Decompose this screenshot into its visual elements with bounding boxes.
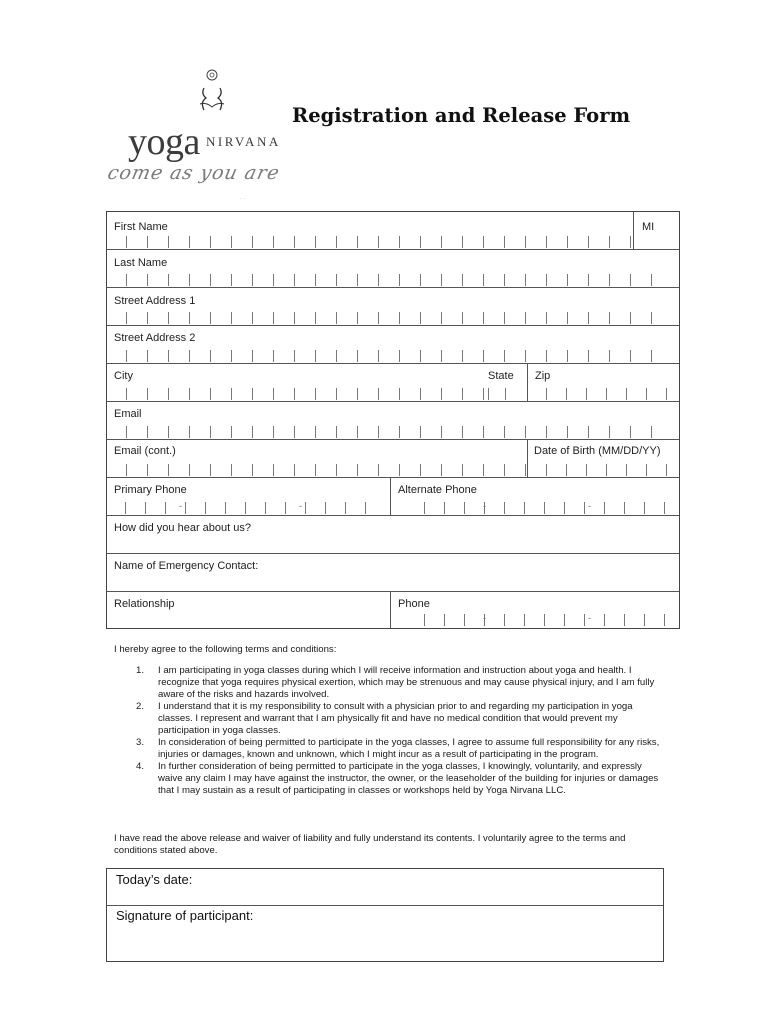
acknowledgement-text: I have read the above release and waiver of liability and fully understand its contents. I voluntarily agree to the terms and conditions stated above. <box>114 833 626 856</box>
zip-label: Zip <box>535 370 551 382</box>
char-box-divider <box>544 502 545 514</box>
char-box-divider <box>546 312 547 324</box>
char-box-divider <box>464 502 465 514</box>
char-box-divider <box>441 312 442 324</box>
city-label: City <box>114 370 133 382</box>
char-box-divider <box>626 388 627 400</box>
char-box-divider <box>205 502 206 514</box>
char-box-divider <box>189 312 190 324</box>
char-box-divider <box>231 274 232 286</box>
char-box-divider <box>420 426 421 438</box>
char-box-divider <box>504 312 505 324</box>
char-box-divider <box>564 614 565 626</box>
char-box-divider <box>210 236 211 248</box>
char-box-divider <box>252 388 253 400</box>
char-box-divider <box>504 464 505 476</box>
row-email-cont <box>107 440 679 478</box>
char-box-divider <box>325 502 326 514</box>
char-box-divider <box>630 312 631 324</box>
char-box-divider <box>504 236 505 248</box>
char-box-divider <box>420 312 421 324</box>
char-box-divider <box>624 614 625 626</box>
char-box-divider <box>566 464 567 476</box>
char-box-divider <box>666 388 667 400</box>
char-box-divider <box>285 502 286 514</box>
char-box-divider <box>646 388 647 400</box>
char-box-divider <box>315 350 316 362</box>
char-box-divider <box>546 236 547 248</box>
char-box-divider <box>483 312 484 324</box>
char-box-divider <box>357 274 358 286</box>
char-box-divider <box>265 502 266 514</box>
char-box-divider <box>357 388 358 400</box>
char-box-divider <box>378 236 379 248</box>
signature-label: Signature of participant: <box>116 908 254 923</box>
char-box-divider <box>586 464 587 476</box>
char-box-divider <box>525 312 526 324</box>
char-box-divider <box>126 312 127 324</box>
char-box-divider <box>252 274 253 286</box>
char-box-divider <box>273 350 274 362</box>
hear-about-label: How did you hear about us? <box>114 522 251 534</box>
last-name-field[interactable] <box>107 250 679 287</box>
char-box-divider <box>378 350 379 362</box>
char-box-divider <box>147 426 148 438</box>
char-box-divider <box>441 274 442 286</box>
row-city-state-zip <box>107 364 679 402</box>
char-box-divider <box>294 426 295 438</box>
char-box-divider <box>168 274 169 286</box>
char-box-divider <box>147 350 148 362</box>
char-box-divider <box>525 350 526 362</box>
char-box-divider <box>378 274 379 286</box>
char-box-divider <box>606 388 607 400</box>
char-box-divider <box>315 388 316 400</box>
phone-field[interactable] <box>390 592 679 628</box>
char-box-divider <box>504 274 505 286</box>
row-first-name <box>107 212 679 250</box>
char-box-divider <box>646 464 647 476</box>
char-box-divider <box>564 502 565 514</box>
char-box-divider <box>294 236 295 248</box>
char-box-divider <box>273 312 274 324</box>
char-box-divider <box>651 426 652 438</box>
char-box-divider <box>294 350 295 362</box>
char-box-divider <box>441 350 442 362</box>
primary-phone-dash-1: - <box>179 501 182 511</box>
char-box-divider <box>336 426 337 438</box>
char-box-divider <box>168 312 169 324</box>
terms-item-number: 3. <box>136 737 145 748</box>
char-box-divider <box>399 388 400 400</box>
char-box-divider <box>504 350 505 362</box>
char-box-divider <box>365 502 366 514</box>
char-box-divider <box>189 274 190 286</box>
row-last-name <box>107 250 679 288</box>
char-box-divider <box>378 388 379 400</box>
email-field[interactable] <box>107 402 679 439</box>
char-box-divider <box>546 388 547 400</box>
relationship-field[interactable] <box>107 592 390 628</box>
char-box-divider <box>630 350 631 362</box>
char-box-divider <box>189 388 190 400</box>
char-box-divider <box>399 350 400 362</box>
char-box-divider <box>588 350 589 362</box>
char-box-divider <box>336 464 337 476</box>
char-box-divider <box>126 464 127 476</box>
char-box-divider <box>651 274 652 286</box>
char-box-divider <box>336 312 337 324</box>
char-box-divider <box>584 614 585 626</box>
char-box-divider <box>566 388 567 400</box>
char-box-divider <box>168 426 169 438</box>
char-box-divider <box>588 426 589 438</box>
char-box-divider <box>609 350 610 362</box>
char-box-divider <box>444 502 445 514</box>
char-box-divider <box>441 236 442 248</box>
char-box-divider <box>225 502 226 514</box>
phone-dash-2: - <box>588 613 591 623</box>
char-box-divider <box>483 274 484 286</box>
phone-label: Phone <box>398 598 430 610</box>
primary-phone-field[interactable] <box>107 478 390 515</box>
zip-field[interactable] <box>527 364 679 401</box>
char-box-divider <box>399 236 400 248</box>
char-box-divider <box>357 312 358 324</box>
char-box-divider <box>525 274 526 286</box>
char-box-divider <box>345 502 346 514</box>
char-box-divider <box>147 274 148 286</box>
char-box-divider <box>294 464 295 476</box>
char-box-divider <box>378 426 379 438</box>
char-box-divider <box>626 464 627 476</box>
char-box-divider <box>126 236 127 248</box>
char-box-divider <box>305 502 306 514</box>
emergency-contact-field[interactable] <box>107 554 679 591</box>
primary-phone-label: Primary Phone <box>114 484 187 496</box>
char-box-divider <box>504 426 505 438</box>
char-box-divider <box>644 502 645 514</box>
char-box-divider <box>315 464 316 476</box>
char-box-divider <box>126 426 127 438</box>
char-box-divider <box>231 312 232 324</box>
char-box-divider <box>630 426 631 438</box>
char-box-divider <box>567 426 568 438</box>
char-box-divider <box>399 464 400 476</box>
char-box-divider <box>524 502 525 514</box>
char-box-divider <box>189 350 190 362</box>
char-box-divider <box>185 502 186 514</box>
page-title: Registration and Release Form <box>292 104 631 127</box>
char-box-divider <box>609 312 610 324</box>
state-label: State <box>488 370 514 382</box>
char-box-divider <box>126 388 127 400</box>
char-box-divider <box>147 312 148 324</box>
char-box-divider <box>273 388 274 400</box>
char-box-divider <box>483 236 484 248</box>
char-box-divider <box>544 614 545 626</box>
char-box-divider <box>462 388 463 400</box>
char-box-divider <box>588 236 589 248</box>
char-box-divider <box>584 502 585 514</box>
char-box-divider <box>441 426 442 438</box>
char-box-divider <box>462 274 463 286</box>
mi-field[interactable] <box>633 212 679 249</box>
char-box-divider <box>147 388 148 400</box>
todays-date-field[interactable] <box>107 869 663 906</box>
char-box-divider <box>294 274 295 286</box>
todays-date-label: Today’s date: <box>116 872 193 887</box>
char-box-divider <box>444 614 445 626</box>
terms-item-text: In consideration of being permitted to participate in the yoga classes, I agree to assume full responsibility for any risks, injuries or damages, known and unknown, which I might incur as a result of participating in the program. <box>158 737 660 760</box>
char-box-divider <box>630 274 631 286</box>
row-emergency-contact <box>107 554 679 592</box>
char-box-divider <box>604 614 605 626</box>
char-box-divider <box>210 426 211 438</box>
char-box-divider <box>252 426 253 438</box>
dob-field[interactable] <box>527 440 679 477</box>
char-box-divider <box>441 464 442 476</box>
char-box-divider <box>609 426 610 438</box>
terms-item <box>126 761 666 797</box>
char-box-divider <box>231 236 232 248</box>
char-box-divider <box>420 350 421 362</box>
char-box-divider <box>378 464 379 476</box>
char-box-divider <box>231 350 232 362</box>
primary-phone-dash-2: - <box>299 501 302 511</box>
char-box-divider <box>145 502 146 514</box>
char-box-divider <box>189 426 190 438</box>
char-box-divider <box>357 426 358 438</box>
alternate-phone-dash-2: - <box>588 501 591 511</box>
char-box-divider <box>357 236 358 248</box>
char-box-divider <box>483 426 484 438</box>
char-box-divider <box>125 502 126 514</box>
yoga-nirvana-logo <box>100 66 310 206</box>
char-box-divider <box>462 350 463 362</box>
char-box-divider <box>245 502 246 514</box>
terms-item <box>126 665 666 701</box>
char-box-divider <box>604 502 605 514</box>
char-box-divider <box>210 274 211 286</box>
char-box-divider <box>525 464 526 476</box>
emergency-contact-label: Name of Emergency Contact: <box>114 560 259 572</box>
phone-dash-1: - <box>483 613 486 623</box>
logo-tagline: come as you are <box>105 162 282 184</box>
char-box-divider <box>488 388 489 400</box>
row-street2 <box>107 326 679 364</box>
terms-intro: I hereby agree to the following terms and conditions: <box>114 644 337 655</box>
char-box-divider <box>399 274 400 286</box>
char-box-divider <box>462 236 463 248</box>
char-box-divider <box>567 236 568 248</box>
char-box-divider <box>420 274 421 286</box>
char-box-divider <box>464 614 465 626</box>
char-box-divider <box>546 426 547 438</box>
char-box-divider <box>651 350 652 362</box>
char-box-divider <box>420 464 421 476</box>
char-box-divider <box>315 274 316 286</box>
row-phones <box>107 478 679 516</box>
char-box-divider <box>336 274 337 286</box>
char-box-divider <box>462 426 463 438</box>
char-box-divider <box>336 236 337 248</box>
char-box-divider <box>315 236 316 248</box>
row-email <box>107 402 679 440</box>
char-box-divider <box>147 236 148 248</box>
signature-field[interactable] <box>107 905 663 961</box>
char-box-divider <box>252 464 253 476</box>
char-box-divider <box>424 502 425 514</box>
char-box-divider <box>525 426 526 438</box>
char-box-divider <box>168 388 169 400</box>
char-box-divider <box>483 464 484 476</box>
char-box-divider <box>294 312 295 324</box>
char-box-divider <box>462 312 463 324</box>
char-box-divider <box>567 350 568 362</box>
char-box-divider <box>546 274 547 286</box>
char-box-divider <box>315 426 316 438</box>
char-box-divider <box>588 274 589 286</box>
char-box-divider <box>168 464 169 476</box>
char-box-divider <box>210 464 211 476</box>
char-box-divider <box>505 388 506 400</box>
char-box-divider <box>189 464 190 476</box>
logo-brand: NIRVANA <box>206 134 281 149</box>
first-name-label: First Name <box>114 221 168 233</box>
city-field[interactable] <box>107 364 481 401</box>
email-label: Email <box>114 408 142 420</box>
char-box-divider <box>420 388 421 400</box>
decorative-dots: · · <box>240 196 246 202</box>
alternate-phone-label: Alternate Phone <box>398 484 477 496</box>
char-box-divider <box>651 312 652 324</box>
email-cont-label: Email (cont.) <box>114 445 176 457</box>
char-box-divider <box>606 464 607 476</box>
char-box-divider <box>273 274 274 286</box>
char-box-divider <box>483 350 484 362</box>
char-box-divider <box>666 464 667 476</box>
char-box-divider <box>168 236 169 248</box>
char-box-divider <box>609 236 610 248</box>
char-box-divider <box>273 464 274 476</box>
char-box-divider <box>399 426 400 438</box>
char-box-divider <box>315 312 316 324</box>
row-hear-about <box>107 516 679 554</box>
char-box-divider <box>126 274 127 286</box>
char-box-divider <box>147 464 148 476</box>
terms-item-text: I am participating in yoga classes during which I will receive information and instruction about yoga and health. I recognize that yoga requires physical exertion, which may be strenuous and may cause physical injury, and I am fully aware of the risks and hazards involved. <box>158 665 655 700</box>
char-box-divider <box>588 312 589 324</box>
char-box-divider <box>546 350 547 362</box>
char-box-divider <box>231 426 232 438</box>
street1-field[interactable] <box>107 288 679 325</box>
char-box-divider <box>567 312 568 324</box>
char-box-divider <box>231 388 232 400</box>
char-box-divider <box>504 614 505 626</box>
terms-item <box>126 701 666 737</box>
char-box-divider <box>165 502 166 514</box>
char-box-divider <box>357 464 358 476</box>
char-box-divider <box>210 312 211 324</box>
street1-label: Street Address 1 <box>114 295 196 307</box>
street2-label: Street Address 2 <box>114 332 196 344</box>
char-box-divider <box>524 614 525 626</box>
first-name-field[interactable] <box>107 212 633 249</box>
street2-field[interactable] <box>107 326 679 363</box>
char-box-divider <box>210 350 211 362</box>
char-box-divider <box>252 350 253 362</box>
char-box-divider <box>567 274 568 286</box>
last-name-label: Last Name <box>114 257 168 269</box>
alternate-phone-dash-1: - <box>483 501 486 511</box>
char-box-divider <box>189 236 190 248</box>
char-box-divider <box>399 312 400 324</box>
char-box-divider <box>357 350 358 362</box>
terms-list <box>126 665 666 797</box>
terms-item <box>126 737 666 761</box>
char-box-divider <box>252 312 253 324</box>
char-box-divider <box>525 236 526 248</box>
row-relationship-phone <box>107 592 679 628</box>
row-street1 <box>107 288 679 326</box>
char-box-divider <box>586 388 587 400</box>
char-box-divider <box>441 388 442 400</box>
terms-item-number: 1. <box>136 665 145 676</box>
char-box-divider <box>664 614 665 626</box>
state-field[interactable] <box>481 364 527 401</box>
terms-item-number: 4. <box>136 761 145 772</box>
char-box-divider <box>252 236 253 248</box>
terms-item-text: I understand that it is my responsibility to consult with a physician prior to and regarding my participation in yoga classes. I represent and warrant that I am physically fit and have no medical condition that would prevent my participation in yoga classes. <box>158 701 633 736</box>
char-box-divider <box>664 502 665 514</box>
char-box-divider <box>210 388 211 400</box>
char-box-divider <box>273 236 274 248</box>
char-box-divider <box>630 236 631 248</box>
char-box-divider <box>546 464 547 476</box>
hear-about-field[interactable] <box>107 516 679 553</box>
char-box-divider <box>462 464 463 476</box>
char-box-divider <box>168 350 169 362</box>
char-box-divider <box>420 236 421 248</box>
logo-word: yoga <box>128 121 200 163</box>
char-box-divider <box>504 502 505 514</box>
char-box-divider <box>273 426 274 438</box>
terms-item-number: 2. <box>136 701 145 712</box>
meditating-figure-icon <box>192 68 232 124</box>
char-box-divider <box>644 614 645 626</box>
char-box-divider <box>378 312 379 324</box>
registration-form <box>106 211 680 629</box>
char-box-divider <box>336 350 337 362</box>
char-box-divider <box>294 388 295 400</box>
char-box-divider <box>609 274 610 286</box>
email-cont-field[interactable] <box>107 440 527 477</box>
terms-item-text: In further consideration of being permitted to participate in the yoga classes, I knowingly, voluntarily, and expressly waive any claim I may have against the instructor, the owner, or the leaseholder of the building for injuries or damages that I may sustain as a result of participating in classes or workshops held by Yoga Nirvana LLC. <box>158 761 659 796</box>
mi-label: MI <box>642 221 655 233</box>
char-box-divider <box>424 614 425 626</box>
signature-box <box>106 868 664 962</box>
char-box-divider <box>624 502 625 514</box>
char-box-divider <box>231 464 232 476</box>
dob-label: Date of Birth (MM/DD/YY) <box>534 445 661 457</box>
alternate-phone-field[interactable] <box>390 478 679 515</box>
relationship-label: Relationship <box>114 598 175 610</box>
char-box-divider <box>126 350 127 362</box>
char-box-divider <box>336 388 337 400</box>
